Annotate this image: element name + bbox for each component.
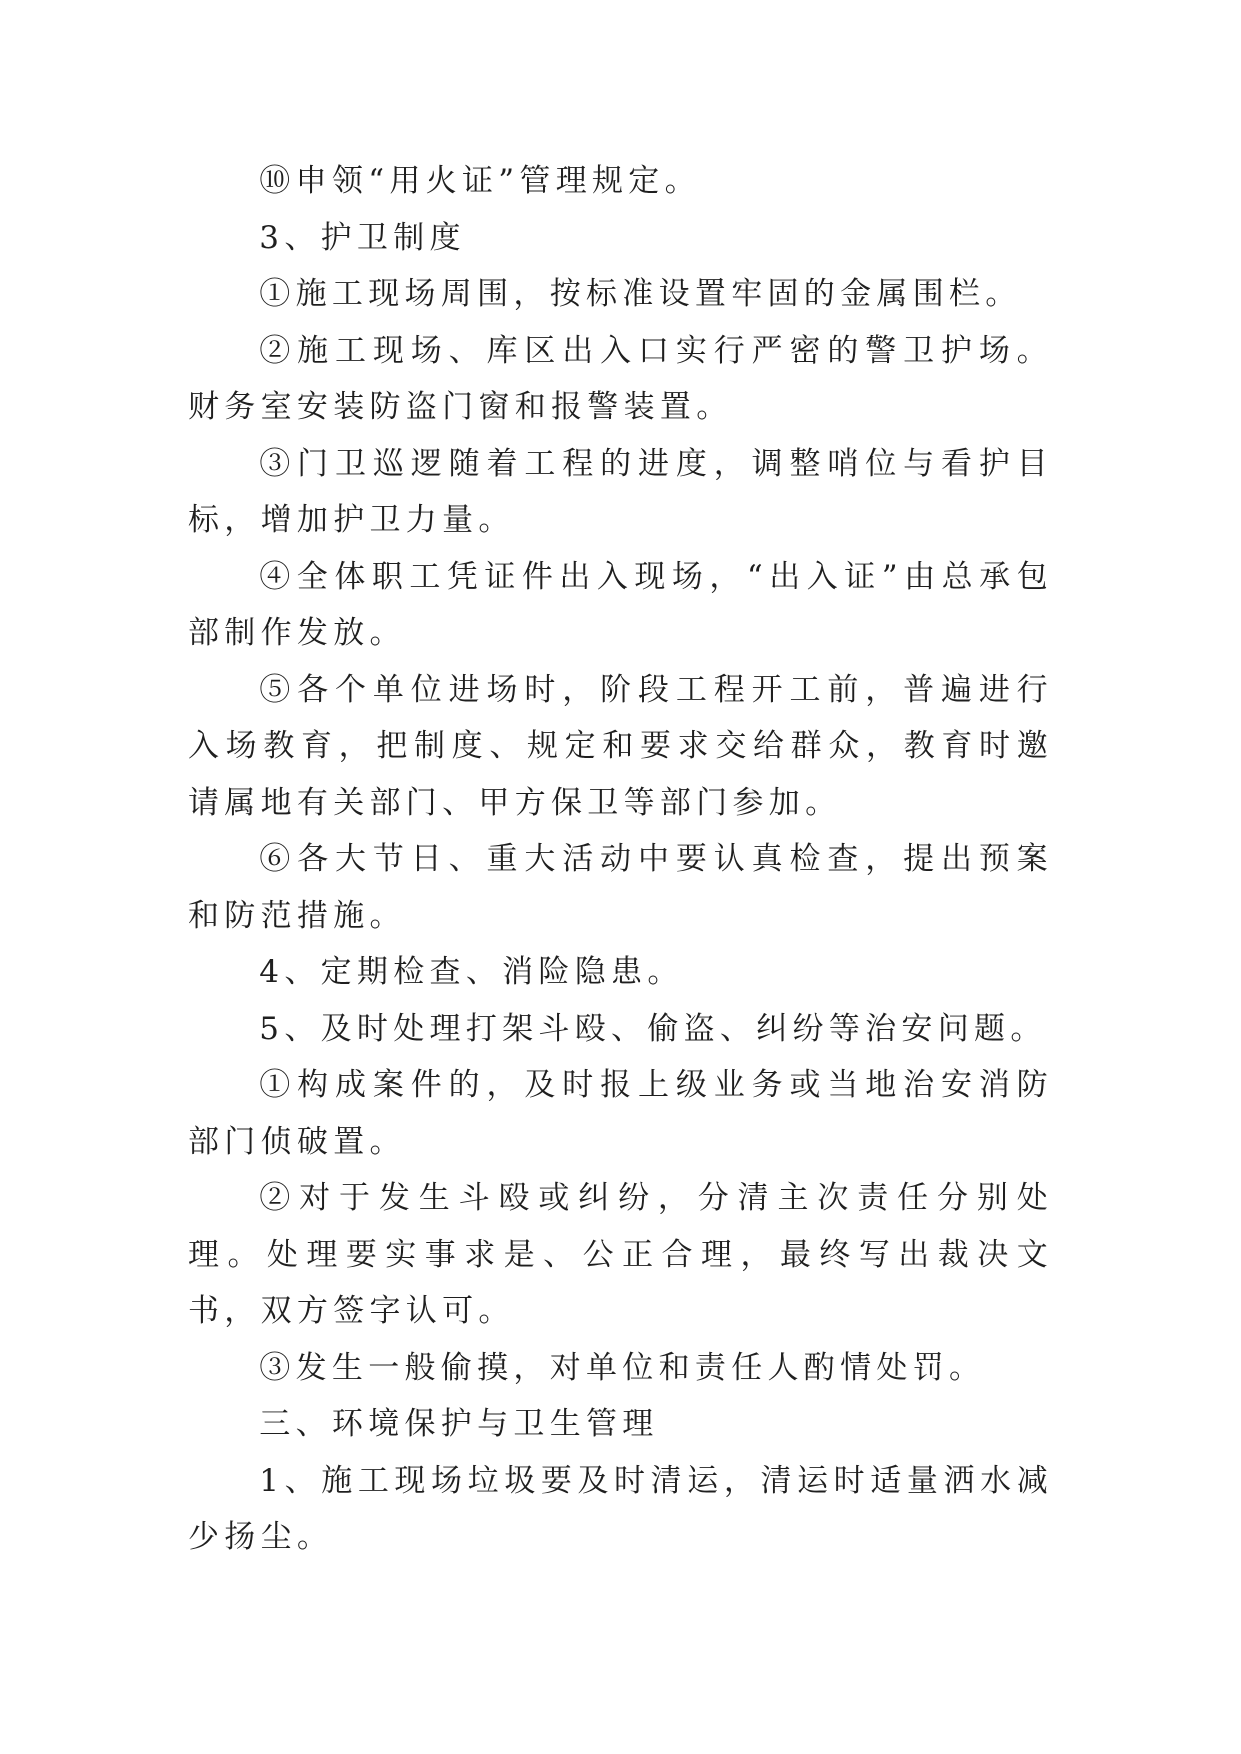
paragraph-patrol-adjustment: ③门卫巡逻随着工程的进度，调整哨位与看护目标，增加护卫力量。 (188, 445, 1053, 538)
paragraph-waste-removal: 1、施工现场垃圾要及时清运，清运时适量洒水减少扬尘。 (188, 1462, 1053, 1555)
section-heading-security-issues: 5、及时处理打架斗殴、偷盗、纠纷等治安问题。 (259, 1010, 1047, 1047)
paragraph-site-fence: ①施工现场周围，按标准设置牢固的金属围栏。 (259, 276, 1022, 312)
paragraph-dispute-handling: ②对于发生斗殴或纠纷，分清主次责任分别处理。处理要实事求是、公正合理，最终写出裁决文书，双方签字认可。 (188, 1180, 1053, 1329)
paragraph-access-pass: ④全体职工凭证件出入现场，“出入证”由总承包部制作发放。 (188, 558, 1053, 651)
section-heading-guard-system: 3、护卫制度 (259, 219, 466, 256)
paragraph-case-reporting: ①构成案件的，及时报上级业务或当地治安消防部门侦破置。 (188, 1067, 1053, 1160)
paragraph-fire-permit-rule: ⑩申领“用火证”管理规定。 (259, 163, 701, 199)
paragraph-theft-penalty: ③发生一般偷摸，对单位和责任人酌情处罚。 (259, 1349, 986, 1386)
document-body (188, 153, 1053, 1566)
section-heading-regular-inspection: 4、定期检查、消险隐患。 (259, 954, 684, 990)
paragraph-entry-education: ⑤各个单位进场时，阶段工程开工前，普遍进行入场教育，把制度、规定和要求交给群众，教育时邀请属地有关部门、甲方保卫等部门参加。 (188, 671, 1053, 821)
paragraph-entrance-guard: ②施工现场、库区出入口实行严密的警卫护场。财务室安装防盗门窗和报警装置。 (188, 332, 1053, 425)
paragraph-holiday-inspection: ⑥各大节日、重大活动中要认真检查，提出预案和防范措施。 (188, 841, 1053, 934)
chapter-heading-environment: 三、环境保护与卫生管理 (259, 1406, 659, 1442)
